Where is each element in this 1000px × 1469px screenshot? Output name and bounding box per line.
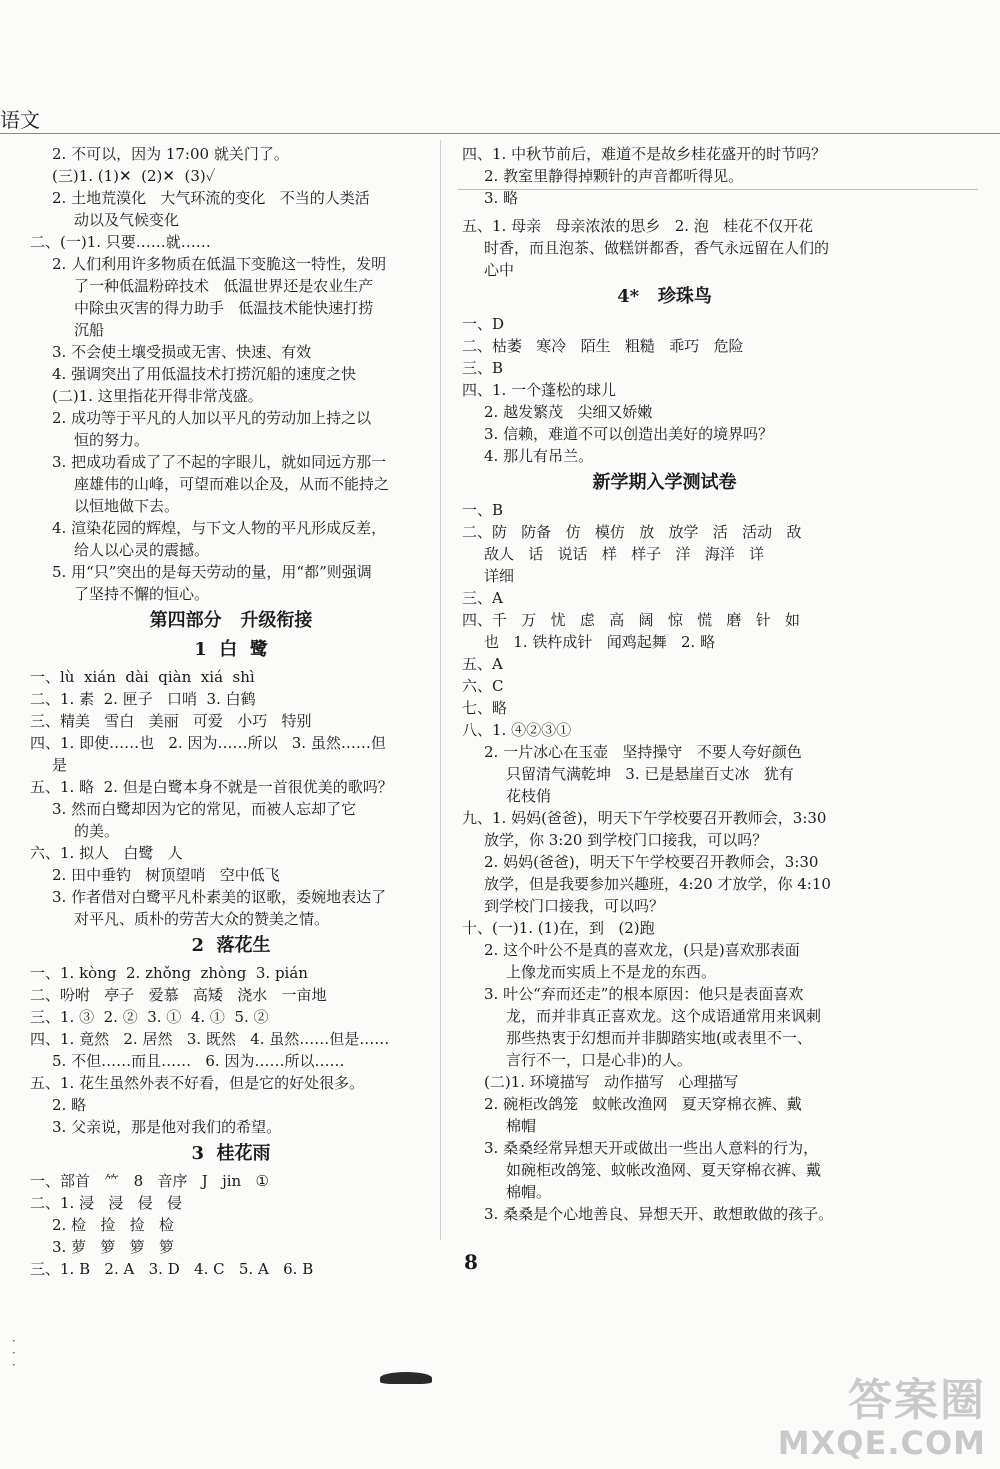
answer-line: 3. 然而白鹭却因为它的常见，而被人忘却了它	[52, 800, 357, 818]
answer-line: 了一种低温粉碎技术 低温世界还是农业生产	[74, 277, 374, 295]
answer-line: 六、1. 拟人 白鹭 人	[30, 844, 183, 862]
answer-line: 动以及气候变化	[74, 211, 180, 229]
answer-line: (三)1. (1)✕ (2)✕ (3)✓	[52, 167, 216, 185]
answer-line: 2. 越发繁茂 尖细又娇嫩	[484, 403, 653, 421]
answer-line: 三、1. ③ 2. ② 3. ① 4. ① 5. ②	[30, 1008, 269, 1026]
section-heading: 4* 珍珠鸟	[617, 286, 712, 307]
page-number: 8	[464, 1250, 478, 1274]
answer-line: 二、1. 素 2. 匣子 口哨 3. 白鹤	[30, 690, 256, 708]
ink-smudge	[380, 1372, 432, 1384]
section-heading: 2 落花生	[191, 935, 271, 956]
answer-line: 3. 不会使土壤受损或无害、快速、有效	[52, 343, 312, 361]
answer-line: 2. 这个叶公不是真的喜欢龙，(只是)喜欢那表面	[484, 941, 800, 959]
answer-line: 3. 略	[484, 189, 519, 207]
answer-line: 心中	[484, 261, 515, 279]
answer-line: 以恒地做下去。	[74, 497, 180, 515]
answer-line: 2. 检 捡 捡 检	[52, 1216, 174, 1234]
answer-line: 十、(一)1. (1)在，到 (2)跑	[462, 919, 655, 937]
answer-line: 时香，而且泡茶、做糕饼都香，香气永远留在人们的	[484, 239, 830, 257]
section-heading: 第四部分 升级衔接	[149, 610, 313, 631]
answer-line: 花枝俏	[506, 787, 552, 805]
answer-line: (二)1. 环境描写 动作描写 心理描写	[484, 1073, 739, 1091]
margin-marks: · · ·	[12, 1334, 16, 1372]
answer-line: 了坚持不懈的恒心。	[74, 585, 210, 603]
left-column	[30, 143, 432, 1280]
answer-line: 4. 那儿有吊兰。	[484, 447, 594, 465]
answer-line: 只留清气满乾坤 3. 已是悬崖百丈冰 犹有	[506, 765, 794, 783]
answer-line: 放学，但是我要参加兴趣班，4:20 才放学，你 4:10	[484, 875, 831, 893]
answer-line: 二、枯萎 寒冷 陌生 粗糙 乖巧 危险	[462, 337, 744, 355]
answer-line: 二、1. 浸 浸 侵 侵	[30, 1194, 182, 1212]
answer-line: 恒的努力。	[74, 431, 150, 449]
answer-line: 4. 强调突出了用低温技术打捞沉船的速度之快	[52, 365, 357, 383]
answer-line: 五、1. 花生虽然外表不好看，但是它的好处很多。	[30, 1074, 365, 1092]
answer-line: 2. 妈妈(爸爸)，明天下午学校要召开教师会，3:30	[484, 853, 819, 871]
answer-line: 给人以心灵的震撼。	[74, 541, 210, 559]
answer-line: 三、B	[462, 359, 504, 377]
answer-line: 3. 萝 箩 箩 箩	[52, 1238, 174, 1256]
answer-line: 详细	[484, 567, 515, 585]
answer-line: 一、D	[462, 315, 505, 333]
answer-line: 如碗柜改鸽笼、蚊帐改渔网、夏天穿棉衣裤、戴	[506, 1161, 822, 1179]
answer-line: 上像龙而实质上不是龙的东西。	[506, 963, 717, 981]
answer-line: 2. 人们利用许多物质在低温下变脆这一特性，发明	[52, 255, 387, 273]
answer-line: 二、防 防备 仿 模仿 放 放学 活 活动 敌	[462, 523, 802, 541]
answer-line: 三、精美 雪白 美丽 可爱 小巧 特别	[30, 712, 312, 730]
answer-line: 四、千 万 忧 虑 高 阔 惊 慌 磨 针 如	[462, 611, 801, 629]
answer-line: 一、部首 ⺮ 8 音序 J jin ①	[30, 1172, 269, 1190]
answer-line: 座雄伟的山峰，可望而难以企及，从而不能持之	[74, 475, 390, 493]
answer-line: 九、1. 妈妈(爸爸)，明天下午学校要召开教师会，3:30	[462, 809, 827, 827]
answer-line: 3. 桑桑经常异想天开或做出一些出人意料的行为，	[484, 1139, 819, 1157]
answer-line: 一、1. kòng 2. zhǒng zhòng 3. pián	[30, 964, 308, 982]
answer-line: 2. 教室里静得掉颗针的声音都听得见。	[484, 167, 744, 185]
answer-line: 四、1. 即使……也 2. 因为……所以 3. 虽然……但	[30, 734, 386, 752]
answer-line: 二、(一)1. 只要……就……	[30, 233, 211, 251]
answer-line: 也 1. 铁杵成针 闻鸡起舞 2. 略	[484, 633, 716, 651]
answer-line: 三、A	[462, 589, 503, 607]
answer-line: 言行不一，口是心非)的人。	[506, 1051, 692, 1069]
answer-line: 4. 渲染花园的辉煌，与下文人物的平凡形成反差，	[52, 519, 387, 537]
answer-line: 2. 一片冰心在玉壶 坚持操守 不要人夸好颜色	[484, 743, 802, 761]
watermark-logo: 答案圈	[848, 1375, 986, 1426]
answer-line: 2. 碗柜改鸽笼 蚊帐改渔网 夏天穿棉衣裤、戴	[484, 1095, 802, 1113]
answer-line: 到学校门口接我，可以吗？	[484, 897, 665, 915]
answer-line: 三、1. B 2. A 3. D 4. C 5. A 6. B	[30, 1260, 314, 1278]
answer-line: 3. 桑桑是个心地善良、异想天开、敢想敢做的孩子。	[484, 1205, 834, 1223]
column-divider	[440, 140, 441, 1240]
answer-line: 棉帽。	[506, 1183, 552, 1201]
answer-line: 五、A	[462, 655, 503, 673]
answer-line: 四、1. 一个蓬松的球儿	[462, 381, 617, 399]
answer-line: 沉船	[74, 321, 105, 339]
answer-line: 五、1. 略 2. 但是白鹭本身不就是一首很优美的歌吗？	[30, 778, 393, 796]
answer-line: 2. 土地荒漠化 大气环流的变化 不当的人类活	[52, 189, 370, 207]
answer-line: 放学，你 3:20 到学校门口接我，可以吗？	[484, 831, 768, 849]
answer-line: 3. 父亲说，那是他对我们的希望。	[52, 1118, 282, 1136]
section-heading: 3 桂花雨	[191, 1143, 271, 1164]
right-column	[462, 143, 867, 1225]
answer-line: 一、B	[462, 501, 504, 519]
answer-line: 棉帽	[506, 1117, 537, 1135]
answer-line: 那些热衷于幻想而并非脚踏实地(或表里不一、	[506, 1029, 812, 1047]
watermark-url: MXQE.COM	[777, 1424, 986, 1462]
answer-line: 的美。	[74, 822, 120, 840]
answer-line: 敌人 话 说话 样 样子 洋 海洋 详	[484, 545, 765, 563]
answer-line: 八、1. ④②③①	[462, 721, 572, 739]
answer-line: 四、1. 中秋节前后，难道不是故乡桂花盛开的时节吗？	[462, 145, 827, 163]
answer-line: 一、lù xián dài qiàn xiá shì	[30, 668, 255, 686]
answer-line: 二、吩咐 亭子 爱慕 高矮 浇水 一亩地	[30, 986, 327, 1004]
section-heading: 新学期入学测试卷	[592, 472, 737, 493]
answer-line: 3. 信赖，难道不可以创造出美好的境界吗？	[484, 425, 774, 443]
answer-line: 是	[52, 756, 68, 774]
answer-line: 5. 用“只”突出的是每天劳动的量，用“都”则强调	[52, 563, 372, 581]
answer-line: 中除虫灭害的得力助手 低温技术能快速打捞	[74, 299, 374, 317]
answer-line: 五、1. 母亲 母亲浓浓的思乡 2. 泡 桂花不仅开花	[462, 217, 814, 235]
header-rule	[0, 133, 1000, 134]
answer-line: 3. 叶公“弃而还走”的根本原因：他只是表面喜欢	[484, 985, 804, 1003]
section-heading: 1 白 鹭	[194, 639, 268, 660]
answer-line: 2. 成功等于平凡的人加以平凡的劳动加上持之以	[52, 409, 372, 427]
subject-header: 语文	[0, 108, 40, 132]
answer-line: 2. 田中垂钓 树顶望哨 空中低飞	[52, 866, 280, 884]
answer-line: 2. 不可以，因为 17:00 就关门了。	[52, 145, 289, 163]
answer-line: 龙，而并非真正喜欢龙。这个成语通常用来讽刺	[506, 1007, 822, 1025]
answer-line: 对平凡、质朴的劳苦大众的赞美之情。	[74, 910, 330, 928]
answer-line: 2. 略	[52, 1096, 87, 1114]
answer-line: 七、略	[462, 699, 508, 717]
answer-line: 3. 把成功看成了了不起的字眼儿，就如同远方那一	[52, 453, 387, 471]
answer-line: 5. 不但……而且…… 6. 因为……所以……	[52, 1052, 345, 1070]
answer-line: 六、C	[462, 677, 504, 695]
answer-line: 3. 作者借对白鹭平凡朴素美的讴歌，委婉地表达了	[52, 888, 387, 906]
answer-line: 四、1. 竟然 2. 居然 3. 既然 4. 虽然……但是……	[30, 1030, 390, 1048]
answer-line: (二)1. 这里指花开得非常茂盛。	[52, 387, 263, 405]
watermark	[778, 1377, 986, 1461]
